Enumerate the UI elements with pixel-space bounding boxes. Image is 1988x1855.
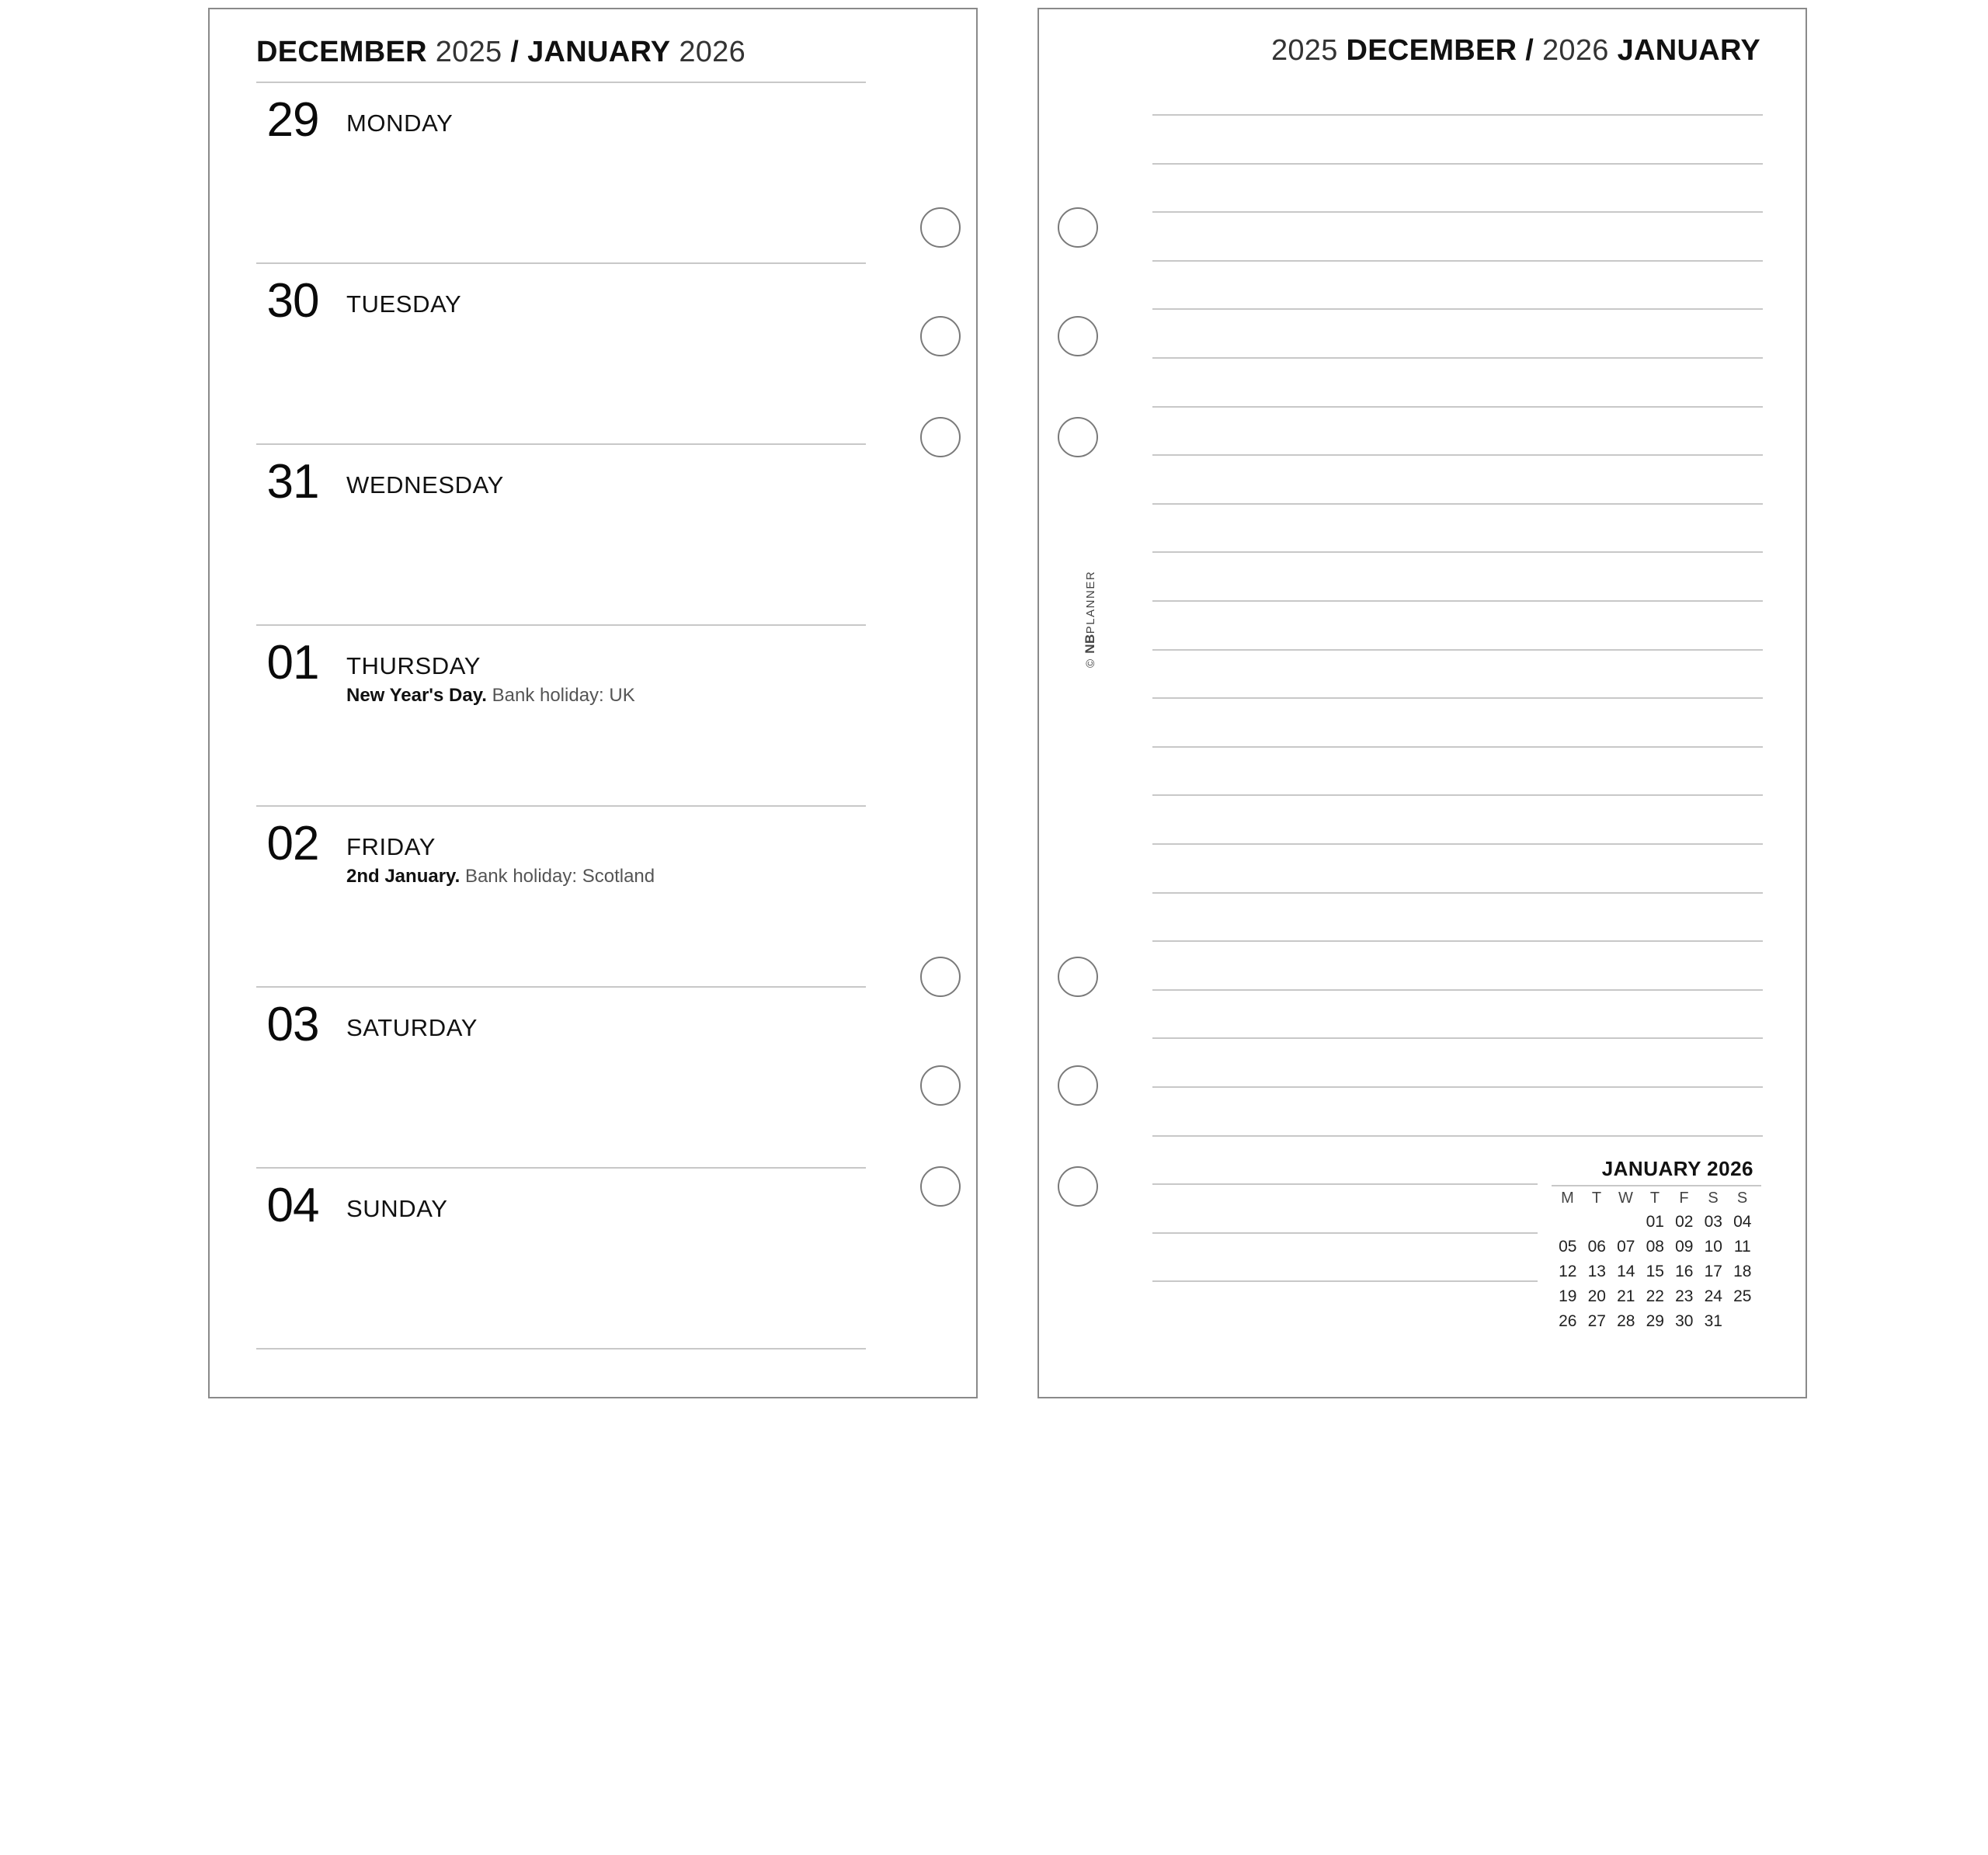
day-number: 04 <box>266 1179 319 1232</box>
day-divider <box>256 1348 866 1350</box>
header-year-1: 2025 <box>435 36 502 68</box>
notes-line <box>1152 406 1763 408</box>
header-month-2: JANUARY <box>527 36 671 68</box>
day-entry[interactable] <box>256 445 866 626</box>
calendar-day: 06 <box>1587 1238 1606 1256</box>
day-name: SUNDAY <box>346 1195 448 1222</box>
notes-line <box>1152 1280 1538 1282</box>
day-name: THURSDAY <box>346 652 481 679</box>
day-entry[interactable] <box>256 626 866 807</box>
calendar-day: 31 <box>1704 1312 1722 1330</box>
day-number: 31 <box>266 455 319 509</box>
notes-line <box>1152 794 1763 796</box>
punch-hole <box>920 417 961 457</box>
punch-hole <box>1058 1166 1098 1207</box>
notes-line <box>1152 503 1763 505</box>
day-entry[interactable] <box>256 807 866 988</box>
calendar-day: 05 <box>1559 1238 1577 1256</box>
weekday-header: S <box>1708 1190 1719 1207</box>
calendar-day: 20 <box>1587 1287 1606 1305</box>
day-name: MONDAY <box>346 109 454 137</box>
calendar-day: 16 <box>1675 1263 1694 1280</box>
punch-hole <box>1058 957 1098 997</box>
calendar-day: 29 <box>1646 1312 1664 1330</box>
calendar-day: 30 <box>1675 1312 1694 1330</box>
mini-calendar <box>1552 1157 1761 1334</box>
calendar-day: 12 <box>1559 1263 1577 1280</box>
calendar-day: 18 <box>1733 1263 1752 1280</box>
notes-line <box>1152 746 1763 748</box>
day-entry[interactable] <box>256 1169 866 1350</box>
notes-line <box>1152 1183 1538 1185</box>
calendar-day: 04 <box>1733 1213 1752 1231</box>
header-year-1: 2025 <box>1270 34 1338 67</box>
punch-hole <box>920 207 961 248</box>
calendar-day: 26 <box>1559 1312 1577 1330</box>
notes-line <box>1152 649 1763 651</box>
holiday-detail: Bank holiday: UK <box>492 685 635 706</box>
mini-calendar-title: JANUARY 2026 <box>1601 1157 1753 1180</box>
notes-line <box>1152 163 1763 165</box>
day-number: 02 <box>266 817 319 870</box>
notes-line <box>1152 1037 1763 1039</box>
header-separator: / <box>1525 34 1534 67</box>
page-header-left <box>256 36 746 69</box>
page-header-right <box>1271 34 1760 68</box>
header-separator: / <box>510 36 520 68</box>
weekday-header: S <box>1736 1190 1748 1207</box>
weekday-header: T <box>1649 1190 1660 1207</box>
calendar-day: 23 <box>1675 1287 1694 1305</box>
brand-name: NB <box>1083 634 1097 654</box>
diary-page-right <box>1037 8 1807 1398</box>
day-entry[interactable] <box>256 83 866 264</box>
calendar-day: 17 <box>1704 1263 1722 1280</box>
day-entry[interactable] <box>256 264 866 445</box>
weekday-header: F <box>1679 1190 1690 1207</box>
notes-line <box>1152 357 1763 359</box>
calendar-day: 07 <box>1617 1238 1635 1256</box>
weekday-header: T <box>1591 1190 1602 1207</box>
brand-suffix: PLANNER <box>1084 570 1097 634</box>
copyright-mark <box>1083 571 1098 668</box>
calendar-day: 11 <box>1733 1238 1751 1256</box>
notes-line <box>1152 1232 1538 1234</box>
calendar-day <box>1583 1210 1612 1235</box>
holiday-note <box>346 866 655 888</box>
notes-line <box>1152 551 1763 553</box>
notes-line <box>1152 211 1763 213</box>
diary-page-left <box>208 8 978 1398</box>
punch-hole <box>920 1166 961 1207</box>
mini-calendar-grid <box>1553 1186 1761 1334</box>
header-month-2: JANUARY <box>1617 34 1760 67</box>
notes-line <box>1152 600 1763 602</box>
calendar-day: 13 <box>1587 1263 1606 1280</box>
notes-line <box>1152 697 1763 699</box>
calendar-day: 24 <box>1704 1287 1722 1305</box>
weekday-header: M <box>1561 1190 1575 1207</box>
calendar-day: 10 <box>1704 1238 1722 1256</box>
copyright-symbol: © <box>1084 658 1097 668</box>
punch-hole <box>920 957 961 997</box>
calendar-day: 21 <box>1617 1287 1635 1305</box>
calendar-day: 28 <box>1617 1312 1635 1330</box>
punch-hole <box>1058 316 1098 356</box>
calendar-day: 09 <box>1675 1238 1694 1256</box>
notes-line <box>1152 1086 1763 1088</box>
punch-hole <box>920 316 961 356</box>
calendar-day: 22 <box>1646 1287 1664 1305</box>
day-name: SATURDAY <box>346 1014 478 1041</box>
day-entry[interactable] <box>256 988 866 1169</box>
punch-hole <box>1058 417 1098 457</box>
calendar-day <box>1728 1309 1757 1334</box>
header-year-2: 2026 <box>1542 34 1609 67</box>
notes-line <box>1152 989 1763 991</box>
day-number: 29 <box>266 93 319 147</box>
day-number: 01 <box>266 636 319 690</box>
holiday-name: 2nd January. <box>346 866 461 887</box>
calendar-day: 02 <box>1675 1213 1694 1231</box>
notes-line <box>1152 843 1763 845</box>
notes-line <box>1152 1135 1763 1137</box>
header-month-1: DECEMBER <box>256 36 427 68</box>
calendar-day: 14 <box>1617 1263 1635 1280</box>
calendar-day: 08 <box>1646 1238 1664 1256</box>
notes-line <box>1152 260 1763 262</box>
day-name: FRIDAY <box>346 833 436 860</box>
calendar-day <box>1553 1210 1583 1235</box>
notes-line <box>1152 114 1763 116</box>
notes-line <box>1152 940 1763 942</box>
punch-hole <box>1058 1065 1098 1106</box>
punch-hole <box>1058 207 1098 248</box>
calendar-day: 25 <box>1733 1287 1752 1305</box>
notes-line <box>1152 892 1763 894</box>
calendar-day <box>1611 1210 1641 1235</box>
holiday-note <box>346 685 635 707</box>
calendar-day: 27 <box>1587 1312 1606 1330</box>
day-name: TUESDAY <box>346 290 462 318</box>
notes-line <box>1152 308 1763 310</box>
calendar-day: 15 <box>1646 1263 1664 1280</box>
notes-line <box>1152 454 1763 456</box>
holiday-name: New Year's Day. <box>346 685 487 706</box>
holiday-detail: Bank holiday: Scotland <box>464 866 655 887</box>
day-name: WEDNESDAY <box>346 471 504 498</box>
weekday-header: W <box>1618 1190 1634 1207</box>
calendar-day: 19 <box>1559 1287 1577 1305</box>
punch-hole <box>920 1065 961 1106</box>
header-year-2: 2026 <box>679 36 746 68</box>
day-number: 03 <box>266 998 319 1051</box>
calendar-day: 01 <box>1646 1213 1664 1231</box>
day-number: 30 <box>266 274 319 328</box>
calendar-day: 03 <box>1704 1213 1722 1231</box>
header-month-1: DECEMBER <box>1346 34 1517 67</box>
